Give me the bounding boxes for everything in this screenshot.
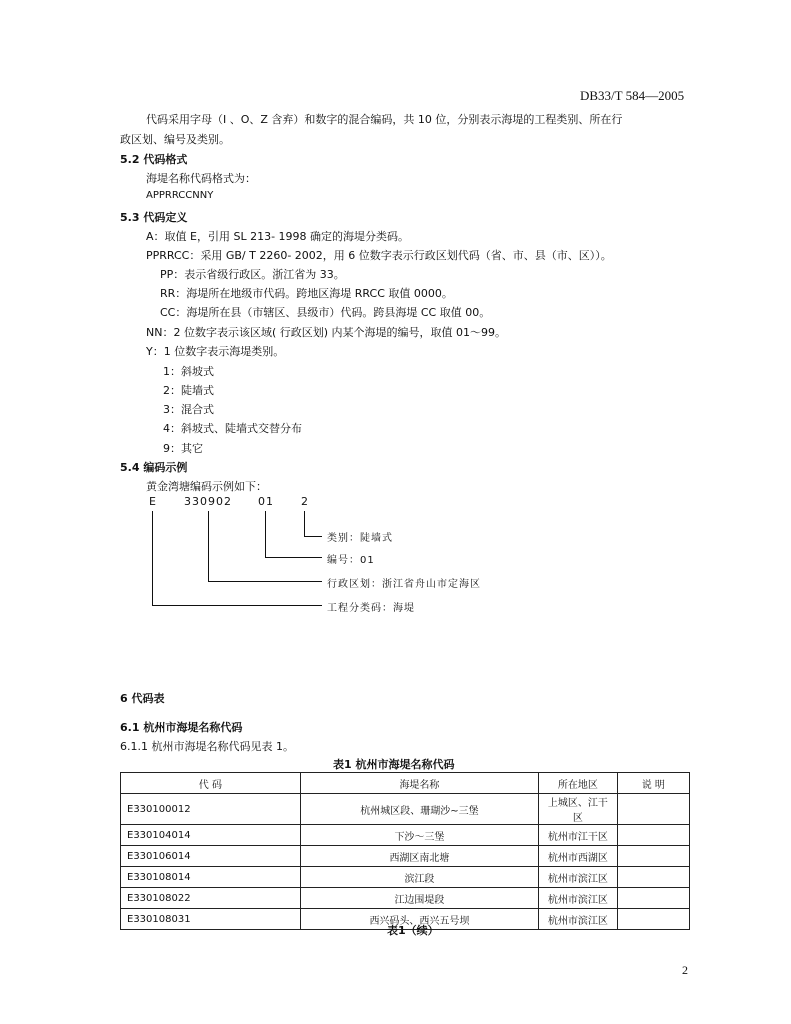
- section-5-4-heading: 5.4 编码示例: [120, 461, 188, 474]
- cell-name: 滨江段: [300, 867, 538, 888]
- col-header-location: 所在地区: [539, 773, 617, 794]
- section-6-heading: 6 代码表: [120, 692, 165, 705]
- document-id: DB33/T 584—2005: [580, 88, 685, 103]
- def-nn: NN：2 位数字表示该区域( 行政区划) 内某个海堤的编号，取值 01～99。: [146, 326, 507, 339]
- cell-name: 杭州城区段、珊瑚沙~三堡: [300, 794, 538, 825]
- def-pp: PP：表示省级行政区。浙江省为 33。: [160, 268, 345, 281]
- cell-note: [617, 846, 689, 867]
- type-item: 3：混合式: [163, 403, 214, 416]
- cell-note: [617, 867, 689, 888]
- cell-location: 杭州市滨江区: [539, 867, 617, 888]
- def-cc: CC：海堤所在县（市辖区、县级市）代码。跨县海堤 CC 取值 00。: [160, 306, 491, 319]
- intro-line-1: 代码采用字母（I 、O、Z 含弃）和数字的混合编码，共 10 位，分别表示海堤的工程类别、所在行: [146, 113, 623, 126]
- cell-name: 西兴码头、西兴五号坝: [300, 909, 538, 930]
- col-header-name: 海堤名称: [300, 773, 538, 794]
- cell-location: 杭州市滨江区: [539, 888, 617, 909]
- connector-e-h: [152, 605, 322, 606]
- cell-name: 下沙～三堡: [300, 825, 538, 846]
- cell-code: E330100012: [121, 794, 301, 825]
- cell-location: 杭州市西湖区: [539, 846, 617, 867]
- cell-location: 杭州市滨江区: [539, 909, 617, 930]
- def-y: Y：1 位数字表示海堤类别。: [146, 345, 285, 358]
- connector-number: [265, 511, 266, 557]
- connector-number-h: [265, 557, 322, 558]
- connector-type-h: [304, 536, 322, 537]
- col-header-code: 代 码: [121, 773, 301, 794]
- intro-line-2: 政区划、编号及类别。: [120, 133, 230, 146]
- section-6-1-1-text: 6.1.1 杭州市海堤名称代码见表 1。: [120, 740, 294, 753]
- code-part-e: E: [149, 495, 157, 508]
- label-type: 类别：陡墙式: [327, 533, 393, 544]
- label-category: 工程分类码：海堤: [327, 603, 415, 614]
- table-row: [121, 867, 690, 888]
- code-part-number: 01: [258, 495, 274, 508]
- cell-note: [617, 909, 689, 930]
- cell-code: E330104014: [121, 825, 301, 846]
- s54-line-1: 黄金湾塘编码示例如下：: [146, 480, 267, 493]
- connector-region-h: [208, 581, 322, 582]
- cell-name: 江边围堤段: [300, 888, 538, 909]
- code-format: APPRRCCNNY: [146, 190, 214, 201]
- cell-name: 西湖区南北塘: [300, 846, 538, 867]
- connector-type: [304, 511, 305, 536]
- cell-code: E330106014: [121, 846, 301, 867]
- cell-note: [617, 794, 689, 825]
- code-table: [120, 772, 690, 930]
- type-item: 4：斜坡式、陡墙式交替分布: [163, 422, 302, 435]
- cell-code: E330108022: [121, 888, 301, 909]
- connector-e: [152, 511, 153, 605]
- s52-line-1: 海堤名称代码格式为：: [146, 172, 256, 185]
- label-number: 编号：01: [327, 555, 375, 566]
- def-pprrcc: PPRRCC：采用 GB/ T 2260- 2002，用 6 位数字表示行政区划代码（省、市、县（市、区））。: [146, 249, 612, 262]
- connector-region: [208, 511, 209, 581]
- def-rr: RR：海堤所在地级市代码。跨地区海堤 RRCC 取值 0000。: [160, 287, 453, 300]
- cell-location: 杭州市江干区: [539, 825, 617, 846]
- table-continued-caption: 表1（续）: [387, 924, 439, 937]
- cell-note: [617, 888, 689, 909]
- table-row: [121, 794, 690, 825]
- table-row: [121, 846, 690, 867]
- code-part-type: 2: [301, 495, 308, 508]
- table-row: [121, 888, 690, 909]
- type-item: 1：斜坡式: [163, 365, 214, 378]
- page-number: 2: [682, 963, 688, 977]
- col-header-note: 说 明: [617, 773, 689, 794]
- def-a: A：取值 E，引用 SL 213- 1998 确定的海堤分类码。: [146, 230, 410, 243]
- table-row: [121, 825, 690, 846]
- table-caption: 表1 杭州市海堤名称代码: [333, 758, 455, 771]
- cell-code: E330108031: [121, 909, 301, 930]
- code-part-region: 330902: [184, 495, 232, 508]
- section-5-3-heading: 5.3 代码定义: [120, 211, 188, 224]
- section-5-2-heading: 5.2 代码格式: [120, 153, 188, 166]
- cell-location: 上城区、江干区: [539, 794, 617, 825]
- cell-note: [617, 825, 689, 846]
- cell-code: E330108014: [121, 867, 301, 888]
- type-item: 2：陡墙式: [163, 384, 214, 397]
- table-header-row: [121, 773, 690, 794]
- type-item: 9：其它: [163, 442, 203, 455]
- section-6-1-heading: 6.1 杭州市海堤名称代码: [120, 721, 243, 734]
- label-region: 行政区划：浙江省舟山市定海区: [327, 579, 481, 590]
